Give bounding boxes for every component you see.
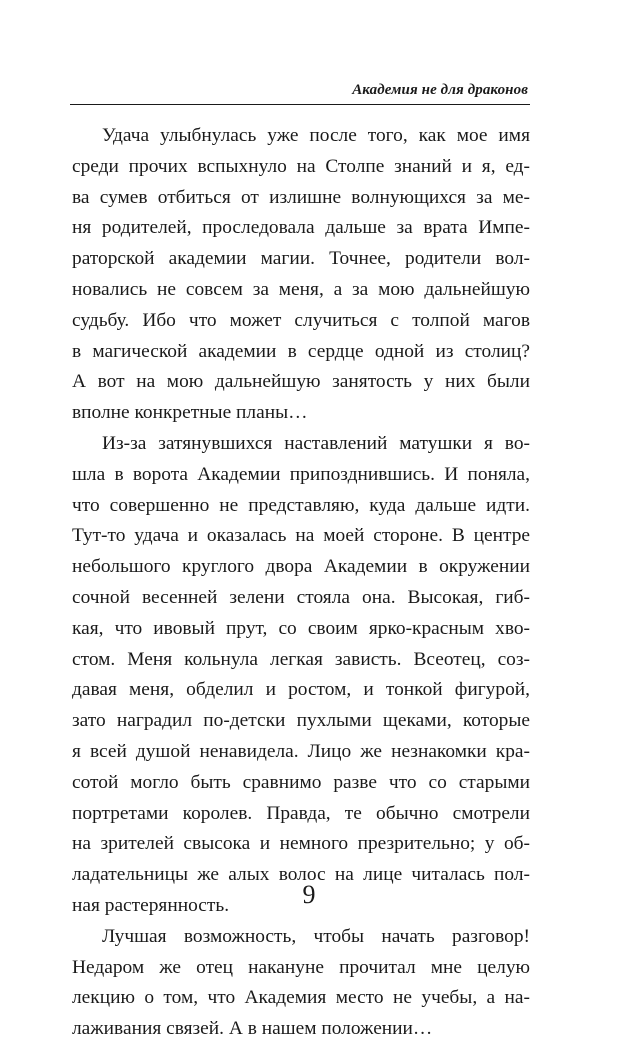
text-line: кая, что ивовый прут, со своим ярко-красным хво-: [72, 617, 530, 639]
text-line: в магической академии в сердце одной из столиц?: [72, 340, 530, 362]
text-line: среди прочих вспыхнуло на Столпе знаний и я, ед-: [72, 155, 530, 177]
text-line: шла в ворота Академии припозднившись. И поняла,: [72, 463, 530, 485]
text-line: лекцию о том, что Академия место не учебы, а на-: [72, 987, 530, 1009]
text-line: зато наградил по-детски пухлыми щеками, которые: [72, 710, 530, 732]
text-line: судьбу. Ибо что может случиться с толпой магов: [72, 309, 530, 331]
text-line: стом. Меня кольнула легкая зависть. Всеотец, соз-: [72, 648, 530, 670]
text-line: Из-за затянувшихся наставлений матушки я во-: [102, 432, 530, 454]
text-line: новались не совсем за меня, а за мою дальнейшую: [72, 278, 530, 300]
text-line: Недаром же отец накануне прочитал мне целую: [72, 956, 530, 978]
text-line: сотой могло быть сравнимо разве что со старыми: [72, 771, 530, 793]
page-number: 9: [302, 880, 316, 909]
text-line: я всей душой ненавидела. Лицо же незнакомки кра-: [72, 740, 530, 762]
text-line: сочной весенней зелени стояла она. Высокая, гиб-: [72, 586, 530, 608]
text-line: ная растерянность.: [72, 894, 230, 916]
text-line: ва сумев отбиться от излишне волнующихся за ме-: [72, 186, 530, 208]
text-line: на зрителей свысока и немного презрительно; у об-: [72, 833, 530, 855]
text-line: вполне конкретные планы…: [72, 402, 308, 424]
text-line: Лучшая возможность, чтобы начать разговор!: [102, 925, 530, 947]
text-line: портретами королев. Правда, те обычно смотрели: [72, 802, 530, 824]
text-line: раторской академии магии. Точнее, родители вол-: [72, 248, 530, 270]
text-line: ладательницы же алых волос на лице читалась пол-: [72, 864, 530, 886]
text-line: Удача улыбнулась уже после того, как мое имя: [102, 125, 530, 146]
text-line: ня родителей, проследовала дальше за врата Импе-: [72, 217, 530, 239]
text-line: что совершенно не представляю, куда дальше идти.: [72, 494, 530, 516]
text-line: небольшого круглого двора Академии в окружении: [72, 556, 530, 578]
text-line: давая меня, обделил и ростом, и тонкой фигурой,: [72, 679, 530, 701]
text-line: лаживания связей. А в нашем положении…: [72, 1018, 433, 1040]
running-title: Академия не для драконов: [352, 82, 528, 98]
running-header: [70, 62, 530, 105]
text-line: А вот на мою дальнейшую занятость у них были: [72, 371, 530, 393]
text-line: Тут-то удача и оказалась на моей стороне. В центре: [72, 525, 530, 547]
